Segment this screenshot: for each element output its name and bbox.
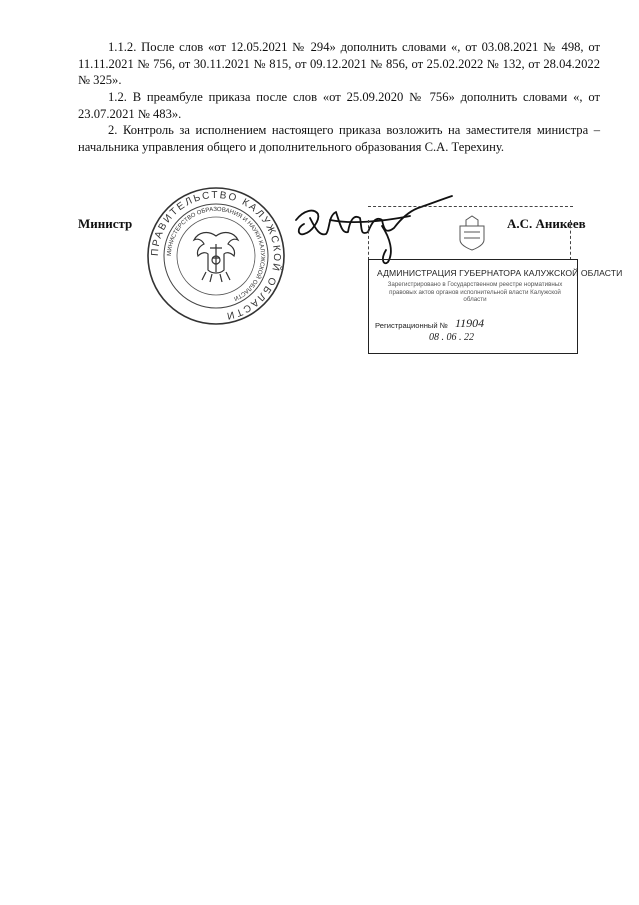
signer-name: А.С. Аникеев <box>507 216 586 231</box>
seal-outer-text: ПРАВИТЕЛЬСТВО КАЛУЖСКОЙ ОБЛАСТИ <box>149 189 283 322</box>
registration-stamp <box>368 259 623 354</box>
stamp-frame-top <box>368 206 573 207</box>
minister-title: Министр <box>78 216 133 231</box>
paragraph-1-2: 1.2. В преамбуле приказа после слов «от 25.09.2020 № 756» дополнить словами «, от 23.07.2021 № 483». <box>78 90 600 121</box>
stamp-frame-left <box>368 220 369 260</box>
registration-number: 11904 <box>455 316 485 330</box>
eagle-emblem-icon <box>194 233 238 282</box>
handwritten-signature <box>290 190 460 270</box>
stamp-title: АДМИНИСТРАЦИЯ ГУБЕРНАТОРА КАЛУЖСКОЙ ОБЛАСТИ <box>377 268 623 278</box>
paragraph-1-1-2: 1.1.2. После слов «от 12.05.2021 № 294» дополнить словами «, от 03.08.2021 № 498, от 11.11.2021 № 756, от 30.11.2021 № 815, от 09.12.2021 № 856, от 25.02.2022 № 132, от 28.04.2022 № 325». <box>78 40 600 87</box>
stamp-text: Зарегистрировано в Государственном реестре нормативных правовых актов органов исполнительной власти Калужской области <box>387 281 563 304</box>
official-seal <box>146 186 286 326</box>
seal-inner-text: МИНИСТЕРСТВО ОБРАЗОВАНИЯ И НАУКИ КАЛУЖСКОЙ ОБЛАСТИ <box>166 206 266 302</box>
registration-date: 08 . 06 . 22 <box>429 332 474 343</box>
registration-label: Регистрационный № <box>375 321 448 330</box>
coat-of-arms-icon <box>452 214 492 254</box>
paragraph-2: 2. Контроль за исполнением настоящего приказа возложить на заместителя министра – начальника управления общего и дополнительного образования С.А. Терехину. <box>78 123 600 154</box>
stamp-frame-right <box>570 220 571 260</box>
